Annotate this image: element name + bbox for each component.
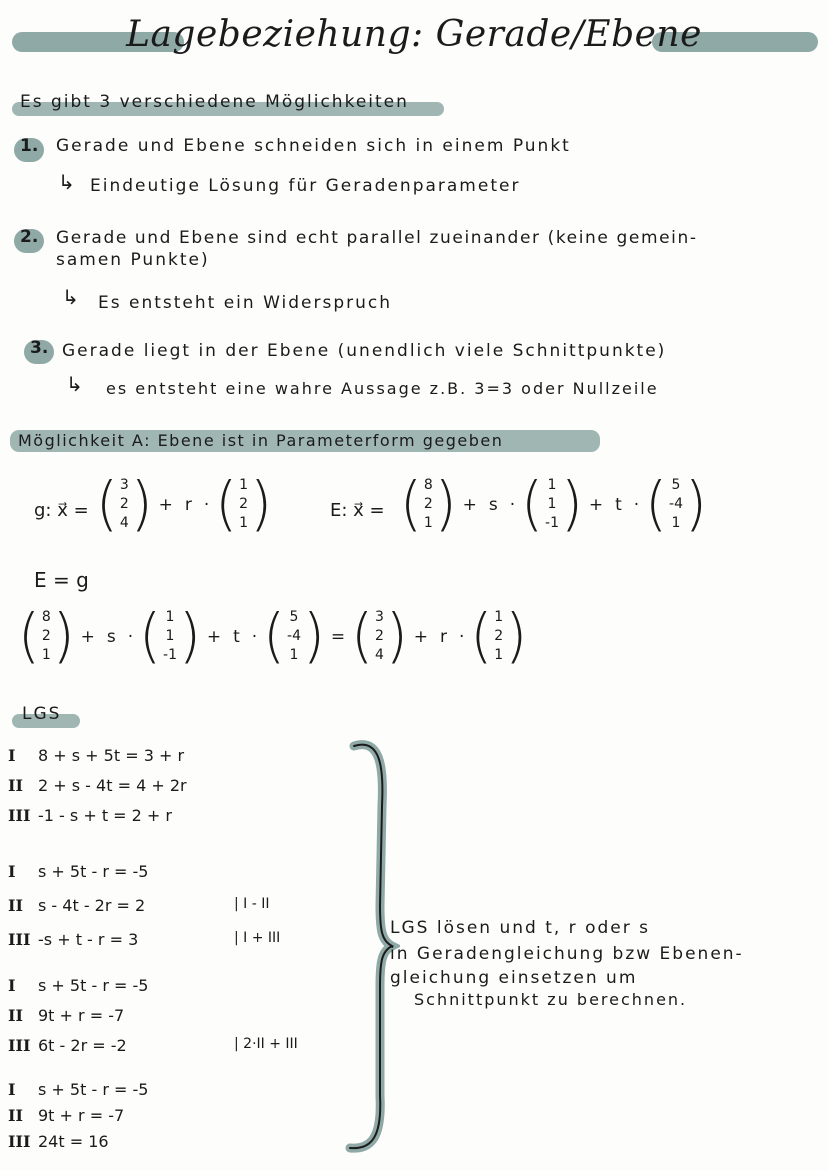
note-line-2: in Geradengleichung bzw Ebenen- (390, 944, 744, 964)
lgs-row-number: II (8, 896, 23, 915)
case-2-arrow-icon: ↳ (62, 285, 79, 309)
lgs-row-number: I (8, 976, 16, 995)
plane-e-label: E: x⃗ = (330, 500, 385, 521)
equate-heading: E = g (34, 568, 89, 592)
lgs-row-equation: -s + t - r = 3 (38, 930, 139, 949)
note-line-1: LGS lösen und t, r oder s (390, 918, 650, 938)
line-g-support-vector: ( 3 2 4 ) + r · ( 1 2 1 ) (96, 469, 272, 539)
case-3-number: 3. (30, 338, 49, 358)
line-g-label: g: x⃗ = (34, 500, 89, 521)
lgs-row-equation: -1 - s + t = 2 + r (38, 806, 172, 825)
lgs-row (8, 746, 184, 765)
case-1-arrow-icon: ↳ (58, 170, 75, 194)
case-2-text-cont: samen Punkte) (56, 250, 210, 270)
lgs-row (8, 896, 145, 915)
lgs-row (8, 1006, 124, 1025)
lgs-row-operation: | 2·II + III (234, 1036, 298, 1052)
case-2-result: Es entsteht ein Widerspruch (98, 293, 393, 313)
case-1-text: Gerade und Ebene schneiden sich in einem Punkt (56, 136, 571, 156)
lgs-row-equation: 9t + r = -7 (38, 1106, 125, 1125)
lgs-row-equation: 9t + r = -7 (38, 1006, 125, 1025)
lgs-row-operation: | I + III (234, 930, 281, 946)
lgs-row-equation: 6t - 2r = -2 (38, 1036, 127, 1055)
case-2-number: 2. (20, 227, 39, 247)
plane-e-vectors: ( 8 2 1 ) + s · ( 1 1 -1 ) + t · ( 5 -4 1 ) (400, 469, 707, 539)
section-a-heading: Möglichkeit A: Ebene ist in Parameterform gegeben (18, 431, 504, 450)
lgs-row (8, 862, 148, 881)
case-3-arrow-icon: ↳ (66, 372, 83, 396)
lgs-row-operation: | I - II (234, 896, 270, 912)
lgs-row-number: III (8, 1036, 31, 1055)
lgs-row (8, 976, 148, 995)
lgs-row-number: III (8, 1132, 31, 1151)
lgs-row-equation: s + 5t - r = -5 (38, 862, 149, 881)
equated-equation: ( 8 2 1 ) + s · ( 1 1 -1 ) + t · ( 5 -4 1 ) = ( 3 2 4 ) + r · ( 1 2 1 ) (18, 601, 528, 671)
page-title: Lagebeziehung: Gerade/Ebene (126, 14, 702, 55)
lgs-row (8, 1080, 148, 1099)
lgs-row-number: I (8, 1080, 16, 1099)
lgs-row-equation: 8 + s + 5t = 3 + r (38, 746, 185, 765)
lgs-row-number: II (8, 1006, 23, 1025)
lgs-row-number: III (8, 806, 31, 825)
lgs-row (8, 1106, 124, 1125)
case-3-result: es entsteht eine wahre Aussage z.B. 3=3 oder Nullzeile (106, 379, 659, 398)
lgs-label: LGS (22, 704, 62, 724)
case-3-text: Gerade liegt in der Ebene (unendlich viele Schnittpunkte) (62, 341, 667, 361)
lgs-row (8, 776, 187, 795)
lgs-row (8, 930, 138, 949)
case-1-number: 1. (20, 136, 39, 156)
lgs-row-equation: s + 5t - r = -5 (38, 1080, 149, 1099)
intro-text: Es gibt 3 verschiedene Möglichkeiten (20, 92, 409, 112)
case-1-result: Eindeutige Lösung für Geradenparameter (90, 176, 521, 196)
lgs-row (8, 1036, 127, 1055)
lgs-row-number: III (8, 930, 31, 949)
note-line-4: Schnittpunkt zu berechnen. (414, 990, 688, 1009)
lgs-row-number: II (8, 1106, 23, 1125)
note-line-3: gleichung einsetzen um (390, 968, 638, 988)
lgs-row-equation: 2 + s - 4t = 4 + 2r (38, 776, 187, 795)
lgs-row (8, 1132, 109, 1151)
lgs-row-equation: s - 4t - 2r = 2 (38, 896, 146, 915)
lgs-row-number: I (8, 746, 16, 765)
lgs-row-equation: s + 5t - r = -5 (38, 976, 149, 995)
lgs-row-number: II (8, 776, 23, 795)
case-2-text: Gerade und Ebene sind echt parallel zueinander (keine gemein- (56, 228, 698, 248)
lgs-row (8, 806, 172, 825)
lgs-row-number: I (8, 862, 16, 881)
lgs-row-equation: 24t = 16 (38, 1132, 109, 1151)
